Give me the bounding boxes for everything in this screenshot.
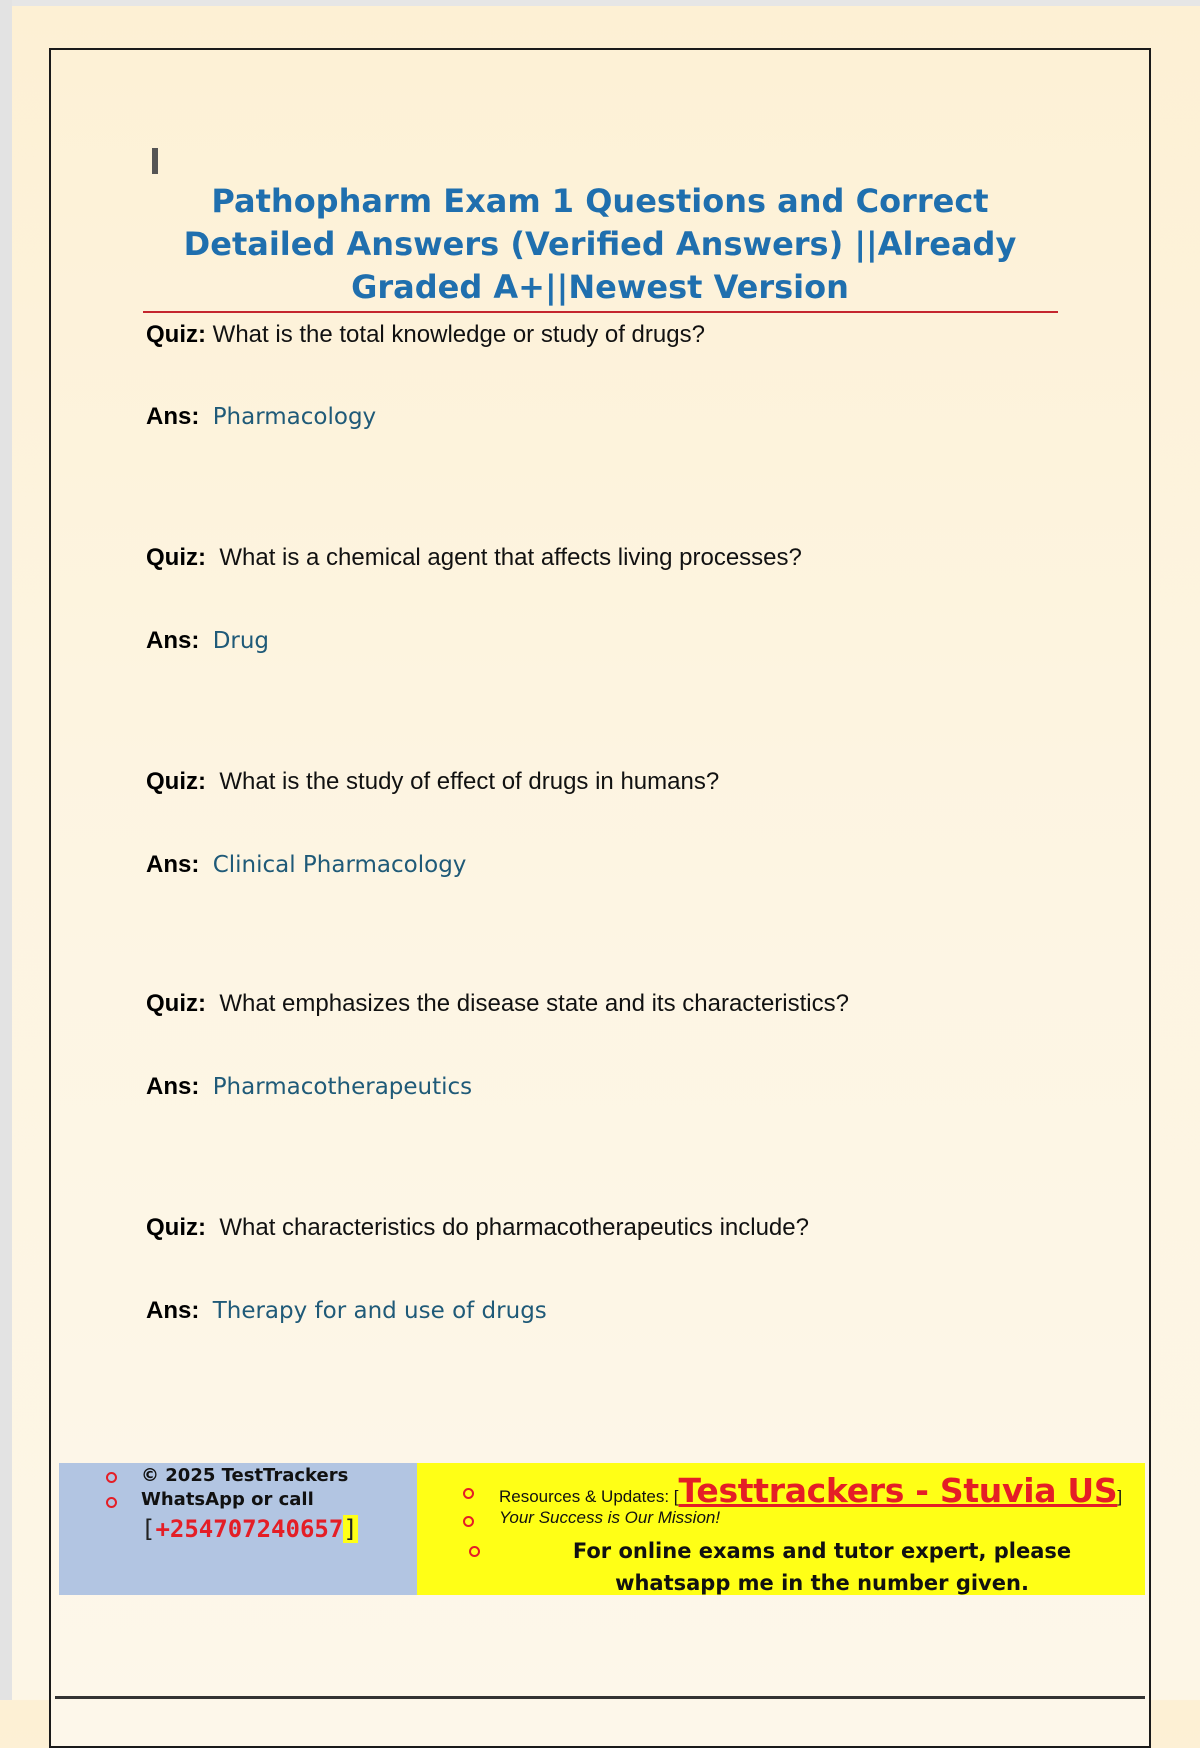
mission-text: Your Success is Our Mission! [499,1508,721,1527]
ans-label: Ans: [146,403,200,430]
quiz-label: Quiz: [146,321,206,348]
footer-contact-panel [59,1463,417,1595]
quiz-question-4 [146,990,849,1018]
question-text: What is a chemical agent that affects living processes? [219,544,802,571]
quiz-question-1 [146,321,705,349]
quiz-answer-1 [146,403,376,431]
phone-value: +254707240657 [155,1515,344,1543]
resources-link[interactable]: Testtrackers - Stuvia US [678,1471,1118,1510]
footer-banner [59,1463,1145,1595]
document-title: Pathopharm Exam 1 Questions and Correct Detailed Answers (Verified Answers) ||Already Graded A+||Newest Version [183,182,1017,306]
ans-label: Ans: [146,1297,200,1324]
copyright-text: © 2025 TestTrackers [141,1465,349,1486]
footer-resources-panel [417,1463,1145,1595]
answer-text: Therapy for and use of drugs [212,1298,547,1324]
text-cursor-icon [152,148,158,174]
title-underline [143,311,1058,313]
ans-label: Ans: [146,627,200,654]
bullet-icon [106,1497,117,1508]
bottom-rule [55,1696,1145,1699]
quiz-question-2 [146,544,802,572]
answer-text: Pharmacology [212,404,377,430]
quiz-question-5 [146,1214,809,1242]
quiz-answer-4 [146,1073,472,1101]
question-text: What is the total knowledge or study of drugs? [212,321,705,348]
quiz-label: Quiz: [146,544,206,571]
bullet-icon [463,1488,474,1499]
question-text: What characteristics do pharmacotherapeutics include? [219,1214,809,1241]
whatsapp-label: WhatsApp or call [141,1489,314,1510]
quiz-answer-5 [146,1297,547,1325]
resources-close: ] [1117,1487,1123,1506]
answer-text: Pharmacotherapeutics [212,1074,473,1100]
answer-text: Clinical Pharmacology [212,852,467,878]
quiz-answer-3 [146,851,466,879]
tutor-note: For online exams and tutor expert, please whatsapp me in the number given. [572,1539,1072,1595]
quiz-answer-2 [146,627,269,655]
question-text: What emphasizes the disease state and its characteristics? [219,990,849,1017]
bullet-icon [469,1546,480,1557]
phone-number[interactable] [141,1515,358,1543]
quiz-label: Quiz: [146,990,206,1017]
resources-label: Resources & Updates: [ [499,1487,679,1506]
bracket-close: ] [343,1515,358,1543]
ans-label: Ans: [146,1073,200,1100]
quiz-label: Quiz: [146,768,206,795]
page-edge-left [0,0,12,1700]
bullet-icon [463,1516,474,1527]
page-edge-top [0,0,1200,6]
answer-text: Drug [212,628,270,654]
resources-line [499,1471,1122,1510]
quiz-question-3 [146,768,719,796]
bullet-icon [106,1472,117,1483]
quiz-label: Quiz: [146,1214,206,1241]
ans-label: Ans: [146,851,200,878]
bracket-open: [ [141,1515,156,1543]
question-text: What is the study of effect of drugs in humans? [219,768,720,795]
